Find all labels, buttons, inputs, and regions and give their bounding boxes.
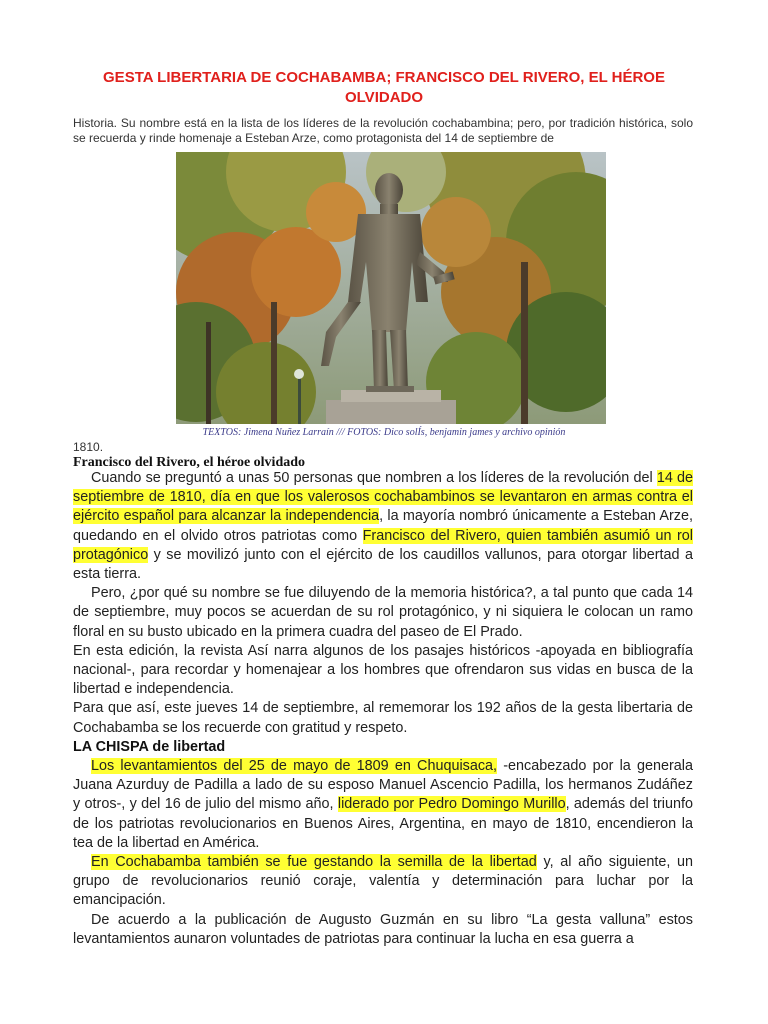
p6-text-a: y, al año siguiente, un grupo de revolucionarios reunió coraje, valentía y determinación para luchar por la emancipación. xyxy=(73,854,694,909)
paragraph-3: En esta edición, la revista Así narra algunos de los pasajes históricos -apoyada en bibliografía nacional-, para recordar y homenajear a los hombres que ofrendaron sus vidas en busca de la libertad e independencia. xyxy=(73,642,693,698)
p1-text-b: , la mayoría nombró únicamente a Esteban Arze, quedando en el olvido otros patriotas como xyxy=(73,508,693,544)
p1-highlight-2: Francisco del Rivero, quien también asumió un rol protagónico xyxy=(73,527,693,563)
paragraph-7: De acuerdo a la publicación de Augusto Guzmán en su libro “La gesta valluna” estos levantamientos aunaron voluntades de patriotas para continuar la lucha en esa guerra a xyxy=(73,911,693,947)
paragraph-5 xyxy=(73,757,693,853)
p1-text-a: Cuando se preguntó a unas 50 personas que nombren a los líderes de la revolución del xyxy=(91,470,657,486)
p5-text-a: -encabezado por la generala Juana Azurduy de Padilla a lado de su esposo Manuel Ascencio Padilla, los hermanos Zudáñez y otros-, y del 16 de julio del mismo año, xyxy=(73,758,693,813)
photo-caption: TEXTOS: Jimena Nuñez Larraín /// FOTOS: Dico solÍs, benjamin james y archivo opinión xyxy=(202,427,566,438)
section-heading-chispa: LA CHISPA de libertad xyxy=(73,738,226,755)
paragraph-6 xyxy=(73,853,693,911)
article-body xyxy=(73,469,693,949)
article-intro: Historia. Su nombre está en la lista de los líderes de la revolución cochabambina; pero, por tradición histórica, solo se recuerda y rinde homenaje a Esteban Arze, como protagonista del 14 de septiembre de xyxy=(73,116,693,145)
paragraph-4: Para que así, este jueves 14 de septiembre, al rememorar los 192 años de la gesta libertaria de Cochabamba se los recuerde con gratitud y respeto. xyxy=(73,700,693,736)
article-title: GESTA LIBERTARIA DE COCHABAMBA; FRANCISCO DEL RIVERO, EL HÉROE OLVIDADO xyxy=(103,69,665,106)
article-subhead: Francisco del Rivero, el héroe olvidado xyxy=(73,455,306,470)
paragraph-1 xyxy=(73,469,693,584)
paragraph-2: Pero, ¿por qué su nombre se fue diluyendo de la memoria histórica?, a tal punto que cada 14 de septiembre, muy pocos se acuerdan de su rol protagónico, y ni siquiera le colocan un ramo floral en su busto ubicado en la primera cuadra del paseo de El Prado. xyxy=(73,585,693,640)
statue-photo xyxy=(176,152,606,424)
intro-year: 1810. xyxy=(73,440,104,454)
p5-highlight-1: Los levantamientos del 25 de mayo de 1809 en Chuquisaca, xyxy=(91,758,498,775)
p5-highlight-2: liderado por Pedro Domingo Murillo xyxy=(337,796,566,813)
p1-highlight-1: 14 de septiembre de 1810, día en que los valerosos cochabambinos se levantaron en armas contra el ejército español para alcanzar la independencia xyxy=(73,470,693,525)
p1-text-c: y se movilizó junto con el ejército de los caudillos vallunos, para otorgar libertad a esta tierra. xyxy=(73,546,693,583)
p5-text-b: , además del triunfo de los patriotas revolucionarios en Buenos Aires, Argentina, en mayo de 1810, encendieron la tea de la libertad en América. xyxy=(73,796,693,851)
statue-photo-image xyxy=(176,152,606,424)
p6-highlight: En Cochabamba también se fue gestando la semilla de la libertad xyxy=(91,854,537,871)
